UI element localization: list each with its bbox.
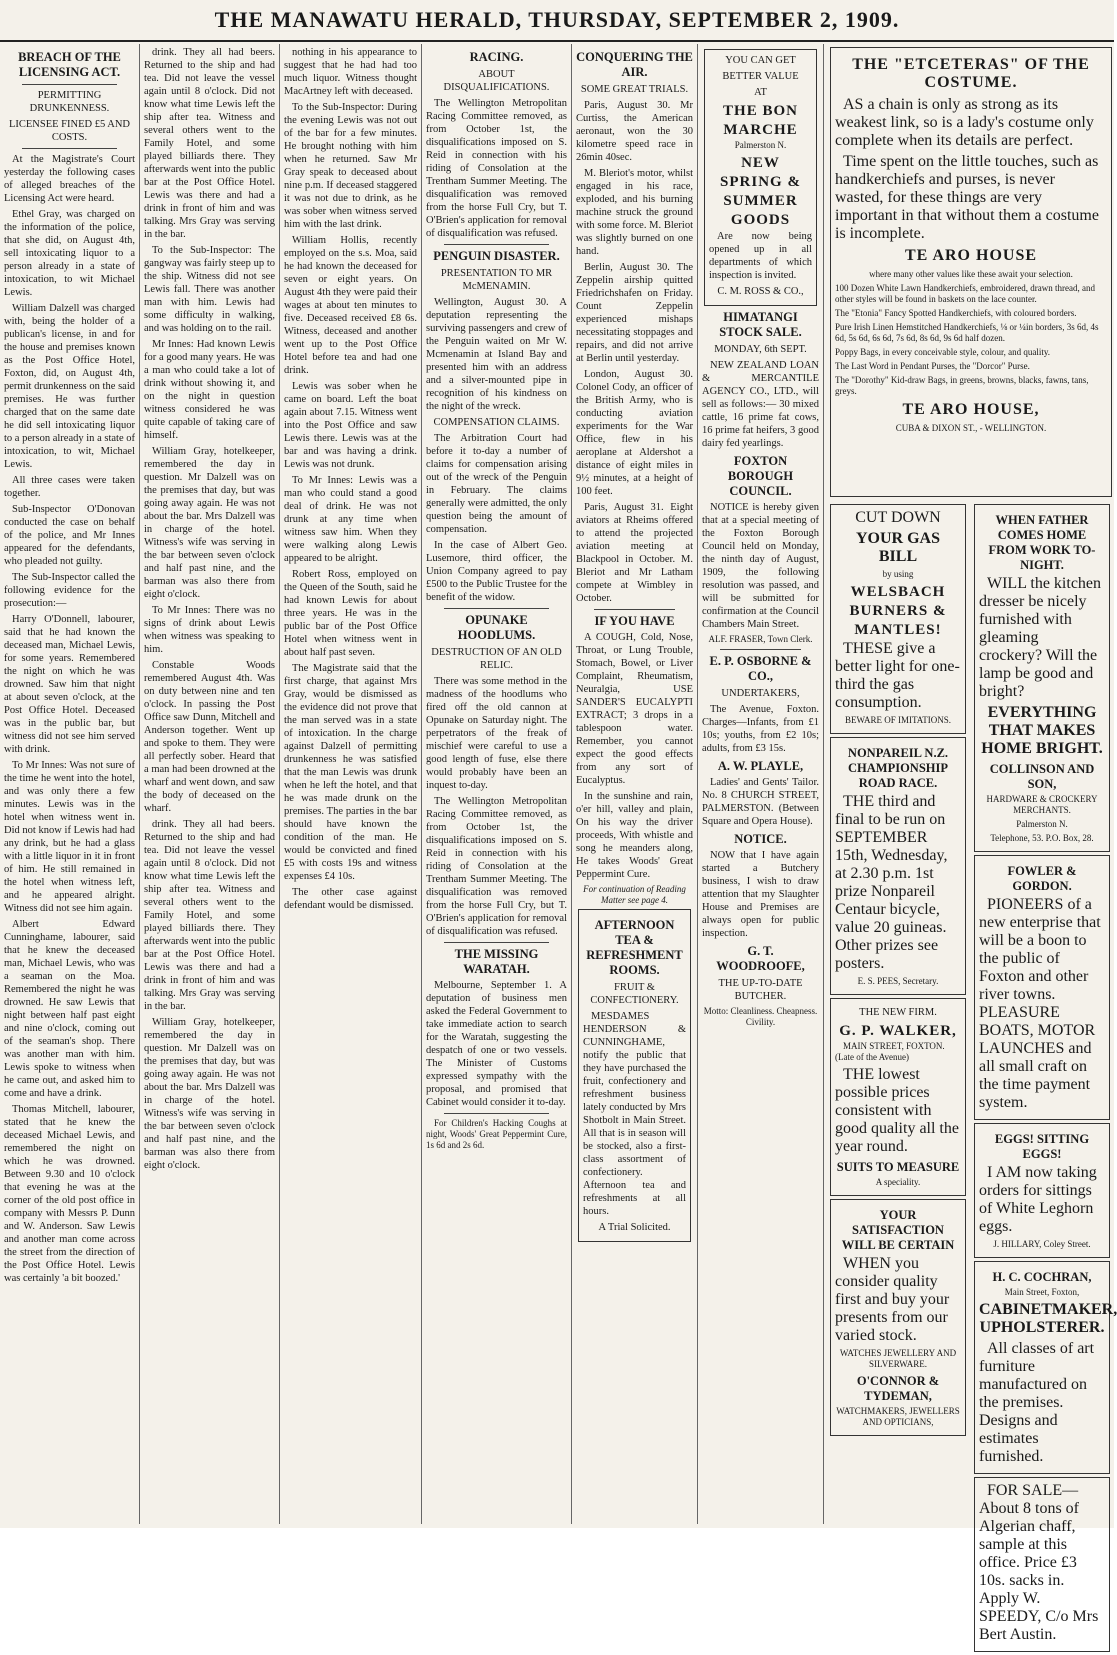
subhead-fine: LICENSEE FINED £5 AND COSTS. [8,119,131,143]
advert-paragraph: Are now being opened up in all departments of which inspection is invited. [709,231,812,281]
advert-paragraph: THESE give a better light for one-third the gas consumption. [835,640,960,711]
article-paragraph: The Magistrate said that the first charge, that against Mrs Gray, would be dismissed as the evidence did not prove that the man served was in a state of intoxication. In the charge against Dalzell of permitting drunkenness he was satisfied that the man Lewis was drunk when he left the hotel, and that he was made drunk on the premises. The parties in the bar should have known the condition of the man. He would be convicted and fined £5 with costs 19s and witness expenses £4 10s. [284,663,417,882]
article-paragraph: Harry O'Donnell, labourer, said that he had known the deceased man, Michael Lewis, for some years. Remembered the night on which he was drowned. Saw him that night at about seven o'clock, at the Post Office Hotel. Deceased was in the public bar, but witness did not see him served with drink. [4,614,135,755]
advert-paragraph: PIONEERS of a new enterprise that will be a boon to the public of Foxton and other river towns. PLEASURE BOATS, MOTOR LAUNCHES and all small craft on the time payment system. [979,896,1101,1111]
masthead [0,0,1114,42]
advert-col-right [972,501,1117,1655]
playle-head: A. W. PLAYLE, [717,759,804,773]
article-paragraph: Mr Innes: Had known Lewis for a good many years. He was a man who could take a lot of drink without showing it, and on the night in question witness considered he was quite capable of taking care of himself. [144,339,275,441]
etceteras-item: Poppy Bags, in every conceivable style, colour, and quality. [835,347,1051,357]
race-sign: E. S. PEES, Secretary. [857,976,939,986]
etceteras-item: Pure Irish Linen Hemstitched Handkerchiefs, ⅛ or ¼in borders, 3s 6d, 4s 6d, 5s 6d, 6s 6d, 7s 6d, 8s 6d, 9s 6d half dozen. [835,322,1099,343]
osborne-sub: UNDERTAKERS, [721,688,800,699]
article-paragraph: Sub-Inspector O'Donovan conducted the case on behalf of the police, and Mr Innes appeared for the defendants, who pleaded not guilty. [4,504,135,567]
article-paragraph: William Gray, hotelkeeper, remembered the day in question. Mr Dalzell was on the premises that day, but was going away again. He was not about the bar. Mrs Dalzell was in charge of the hotel. Witness's wife was serving in the bar between seven o'clock and half past nine, and the barman was also there from eight o'clock. [144,446,275,600]
te-aro-house: TE ARO HOUSE [904,247,1038,264]
advert-line: CUT DOWN [855,509,941,526]
etceteras-item: The Last Word in Pendant Purses, the "Dorcor" Purse. [835,361,1030,371]
eggs-head: EGGS! SITTING EGGS! [994,1132,1090,1161]
etceteras-advert [830,47,1112,497]
osborne-head: E. P. OSBORNE & CO., [709,654,812,683]
advert-paragraph: A COUGH, Cold, Nose, Throat, or Lung Trouble, Stomach, Bowel, or Liver Complaint, Rheumatism, Neuralgia, USE SANDER'S EUCALYPTI EXTRACT; 3 drops in a tablespoon water. Remember, you cannot expect the good effects from any sort of Eucalyptus. [576,632,693,786]
article-paragraph: Ethel Gray, was charged on the information of the police, that she did, on August 4th, sell intoxicating liquor to a person already in a state of intoxication, to wit Michael Lewis. [4,209,135,298]
advert-paragraph: AS a chain is only as strong as its weakest link, so is a lady's costume only complete when its details are perfect. [835,96,1094,149]
subhead-drunkenness: PERMITTING DRUNKENNESS. [29,90,110,114]
cochran-name: H. C. COCHRAN, [992,1270,1092,1284]
collinson-name: COLLINSON AND SON, [989,762,1095,791]
article-paragraph: The other case against defendant would be dismissed. [284,887,417,911]
advert-line: CUBA & DIXON ST., - WELLINGTON. [895,423,1047,433]
divider [444,942,549,943]
article-paragraph: Albert Edward Cunninghame, labourer, said that he knew the deceased man, Michael Lewis, who was a seaman on the Moa. Remembered the night he was drowned. He saw Lewis that night between half past eight and nine o'clock, coming out of the seaman's shop. There was another man with him. Lewis spoke to witness when he came out, and asked him to come and have a drink. [4,919,135,1099]
article-paragraph: All three cases were taken together. [4,475,135,499]
welsbach-brand: WELSBACH BURNERS & MANTLES! [849,584,947,638]
masthead-title: THE MANAWATU HERALD, THURSDAY, SEPTEMBER 2, 1909. [214,7,900,32]
advert-line: A speciality. [875,1177,921,1187]
advert-line: AT [754,87,767,98]
motto: Motto: Cleanliness. Cheapness. Civility. [703,1006,818,1027]
advert-line: Palmerston N. [1016,819,1068,829]
tea-rooms-sub: FRUIT & CONFECTIONERY. [590,982,679,1006]
etceteras-item: 100 Dozen White Lawn Handkerchiefs, embroidered, drawn thread, and other styles will be found in baskets on the lace counter. [835,283,1095,304]
tea-rooms-advert [578,909,691,1242]
advert-line: WATCHMAKERS, JEWELLERS AND OPTICIANS, [836,1406,960,1427]
council-sign: ALF. FRASER, Town Clerk. [708,634,813,644]
advert-line: Palmerston N. [734,140,787,150]
article-paragraph: Berlin, August 30. The Zeppelin airship quitted Friedrichshafen on Friday. Count Zeppelin experienced mishaps necessitating stoppages and repairs, and did not arrive at Berlin until yesterday. [576,262,693,364]
divider [720,649,801,650]
advert-paragraph: WHEN you consider quality first and buy your presents from our varied stock. [835,1255,950,1344]
advert-line: YOU CAN GET [725,55,796,66]
fowler-advert [974,855,1110,1120]
article-paragraph: Paris, August 31. Eight aviators at Rheims offered to attend the projected aviation meeting at Blackpool in October. M. Bleriot and Mr Latham compete at Wimbley in October. [576,502,693,604]
advert-paragraph: Time spent on the little touches, such as handkerchiefs and purses, is never wasted, for these things are very important in that without them a costume is incomplete. [835,153,1099,242]
headline-licensing: BREACH OF THE LICENSING ACT. [18,50,121,79]
subhead-disqualifications: ABOUT DISQUALIFICATIONS. [443,69,550,93]
advert-paragraph: NOW that I have again started a Butchery business, I wish to draw attention that my Slaughter House and Premises are always open for public inspection. [702,850,819,939]
tea-rooms-title: AFTERNOON TEA & REFRESHMENT ROOMS. [586,918,683,977]
spring-goods: NEW SPRING & SUMMER GOODS [720,155,801,228]
divider [594,609,675,610]
divider [22,84,117,85]
advert-line: J. HILLARY, Coley Street. [993,1239,1091,1249]
bon-marche-advert [704,49,817,306]
continuation-note: For continuation of Reading Matter see page 4. [583,884,686,905]
article-paragraph: To the Sub-Inspector: During the evening Lewis was not out of the bar for a few minutes. He brought nothing with him when he returned. Saw Mr Gray speak to deceased about nine p.m. If deceased staggered it was not due to drink, as he was sober when witness served him with the last drink. [284,102,417,230]
advert-line: WATCHES JEWELLERY AND SILVERWARE. [839,1348,957,1369]
divider [444,244,549,245]
subhead-relic: DESTRUCTION OF AN OLD RELIC. [431,647,562,671]
column-6 [698,44,824,1524]
article-paragraph: William Dalzell was charged with, being the holder of a publican's license, in and for the house and premises known as the Post Office Hotel, Foxton, did, on August 4th, permit drunkenness on the said premises. He was further charged that on the same date he did sell intoxicating liquor to a person already in a state of intoxication, to wit, Michael Lewis. [4,303,135,470]
father-head: WHEN FATHER COMES HOME FROM WORK TO-NIGHT. [988,513,1096,572]
satisfaction-advert [830,1199,966,1436]
article-paragraph: The Wellington Metropolitan Racing Committee removed, as from October 1st, the disqualifications imposed on S. Reid in connection with his riding of Consolation at the Trentham Summer Meeting. The disqualification was removed from the horse Full Cry, but T. O'Brien's application for removal of disqualification was refused. [426,796,567,937]
subhead-compensation: COMPENSATION CLAIMS. [433,417,560,428]
advert-line: BEWARE OF IMITATIONS. [844,715,952,725]
advert-columns [828,44,1117,1643]
gas-advert [830,504,966,734]
advert-line: HARDWARE & CROCKERY MERCHANTS. [986,794,1098,815]
firm-head: THE NEW FIRM. [859,1007,937,1018]
column-4 [422,44,572,1524]
subhead-trials: SOME GREAT TRIALS. [580,84,689,95]
headline-air: CONQUERING THE AIR. [576,50,693,79]
headline-racing: RACING. [469,50,524,64]
article-paragraph: Melbourne, September 1. A deputation of business men asked the Federal Government to take immediate action to search for the Waratah, suggesting the despatch of one or two vessels. The Minister of Customs expressed sympathy with the proposal, and promised that Cabinet would consider it to-day. [426,980,567,1108]
article-paragraph: To Mr Innes: Lewis was a man who could stand a good deal of drink. He was not drunk at any time when witness saw him. When they were walking along Lewis appeared to be alright. [284,475,417,564]
advert-paragraph: All classes of art furniture manufactured on the premises. Designs and estimates furnished. [979,1340,1095,1465]
article-paragraph: At the Magistrate's Court yesterday the following cases of alleged breaches of the Licensing Act were heard. [4,154,135,204]
advert-paragraph: The Avenue, Foxton. Charges—Infants, from £1 10s; youths, from £2 10s; adults, from £3 15s. [702,704,819,754]
advert-footer: A Trial Solicited. [598,1222,671,1233]
headline-cough: IF YOU HAVE [594,614,675,628]
advert-line: where many other values like these await your selection. [869,269,1073,279]
suits-head: SUITS TO MEASURE [836,1160,960,1174]
advert-line: BETTER VALUE [722,71,799,82]
article-paragraph: Paris, August 30. Mr Curtiss, the American aeronaut, won the 30 kilometre speed race in 26min 40sec. [576,100,693,163]
etceteras-item: The "Etonia" Fancy Spotted Handkerchiefs, with coloured borders. [835,308,1077,318]
te-aro-house-footer: TE ARO HOUSE, [902,401,1040,418]
headline-waratah: THE MISSING WARATAH. [454,947,539,976]
advert-paragraph: MESDAMES HENDERSON & CUNNINGHAME, notify the public that they have purchased the fruit, confectionery and refreshment business lately conducted by Mrs Shotbolt in Main Street. All that is in season will be stocked, also a first-class assortment of confectionery. Afternoon tea and refreshments at all hours. [583,1011,686,1217]
article-paragraph: The Sub-Inspector called the following evidence for the prosecution:— [4,572,135,609]
advert-col-left [828,501,968,1655]
satisfaction-head: YOUR SATISFACTION WILL BE CERTAIN [841,1208,955,1252]
article-paragraph: London, August 30. Colonel Cody, an officer of the British Army, who is conducting aviation experiments for the War Office, flew in his aeroplane at Aldershot a distance of eight miles in 9½ minutes, at a height of 100 feet. [576,369,693,497]
advert-paragraph: THE lowest possible prices consistent with good quality all the year round. [835,1066,959,1155]
advert-line: Telephone, 53. P.O. Box, 28. [990,833,1094,843]
article-paragraph: drink. They all had beers. Returned to the ship and had tea. Did not leave the vessel again until 8 o'clock. Did not know what time Lewis left the ship after tea. Witness and several others went to the Family Hotel, and some played billiards there. They afterwards went into the public bar at the Post Office Hotel. Lewis was there and had a drink in front of him and was talking. Mrs Gray was serving in the bar. [144,819,275,1012]
advert-paragraph: NOTICE is hereby given that at a special meeting of the Foxton Borough Council held on Monday, the ninth day of August, 1909, the following resolution was passed, and will be submitted for confirmation at the Council Chambers Main Street. [702,502,819,630]
stock-sale-head: HIMATANGI STOCK SALE. [719,310,802,339]
article-paragraph: William Hollis, recently employed on the s.s. Moa, said he had known the deceased for seven or eight years. On August 4th they were paid their wages at about ten minutes to five. Deceased received £8 6s. Witness, deceased and another went up to the Post Office Hotel before tea and had one drink. [284,235,417,376]
article-paragraph: Robert Ross, employed on the Queen of the South, said he had known Lewis for about three years. He was in the public bar of the Post Office Hotel when witness went in about half past seven. [284,569,417,658]
advert-paragraph: Ladies' and Gents' Tailor. No. 8 CHURCH STREET, PALMERSTON. (Between Square and Opera House). [702,777,819,827]
article-paragraph: Constable Woods remembered August 4th. Was on duty between nine and ten o'clock. In passing the Post Office saw Dunn, Mitchell and Anderson together. Went up and spoke to them. They were all perfectly sober. Heard that a man had been drowned at the wharf and went down, and saw the body of deceased on the wharf. [144,660,275,814]
article-paragraph: nothing in his appearance to suggest that he had had too much liquor. Witness thought MacArtney left with deceased. [284,47,417,97]
butcher-name: G. T. WOODROOFE, [716,944,805,973]
bon-marche-name: THE BON MARCHE [723,103,798,138]
council-head: FOXTON BOROUGH COUNCIL. [727,454,794,498]
advert-paragraph: THE third and final to be run on SEPTEMBER 15th, Wednesday, at 2.30 p.m. 1st prize Nonpareil Centaur bicycle, value 20 guineas. Other prizes see posters. [835,793,948,972]
column-2 [140,44,280,1524]
eggs-advert [974,1123,1110,1258]
etceteras-list [835,283,1107,397]
divider [444,1113,549,1114]
advert-line: CABINETMAKER, UPHOLSTERER. [979,1301,1117,1336]
cochran-advert [974,1261,1117,1474]
column-5 [572,44,698,1524]
advert-line: MAIN STREET, FOXTON. (Late of the Avenue) [835,1041,945,1062]
headline-penguin: PENGUIN DISASTER. [433,249,560,263]
article-paragraph: Lewis was sober when he came on board. Left the boat again about 7.15. Witness went into the Post Office and saw Lewis there. Lewis was at the bar and was having a drink. Lewis was not drunk. [284,381,417,470]
advert-paragraph: WILL the kitchen dresser be nicely furnished with gleaming crockery? Will the lamp be good and bright? [979,575,1102,700]
divider [444,608,549,609]
headline-opunake: OPUNAKE HOODLUMS. [457,613,536,642]
etceteras-title: THE "ETCETERAS" OF THE COSTUME. [852,56,1090,91]
advert-line: C. M. ROSS & CO., [717,286,804,297]
butcher-sub: THE UP-TO-DATE BUTCHER. [718,978,803,1002]
subhead-presentation: PRESENTATION TO MR McMENAMIN. [440,268,553,292]
oconnor-name: O'CONNOR & TYDEMAN, [856,1374,940,1403]
article-paragraph: William Gray, hotelkeeper, remembered the day in question. Mr Dalzell was on the premises that day, but was going away again. He was not about the bar. Mrs Dalzell was in charge of the hotel. Witness's wife was serving in the bar between seven o'clock and half past nine, and the barman was also there from eight o'clock. [144,1017,275,1171]
advert-line: EVERYTHING THAT MAKES HOME BRIGHT. [981,704,1103,757]
race-advert [830,737,966,995]
notice-head: NOTICE. [734,832,787,846]
footer-advert: For Children's Hacking Coughs at night, Woods' Great Peppermint Cure, 1s 6d and 2s 6d. [426,1118,567,1150]
article-paragraph: Wellington, August 30. A deputation representing the surviving passengers and crew of the Penguin waited on Mr W. Mcmenamin at Island Bay and presented him with an address and a silver-mounted pipe in recognition of his kindness on the night of the wreck. [426,297,567,412]
fowler-head: FOWLER & GORDON. [1007,864,1077,893]
article-paragraph: To Mr Innes: There was no signs of drink about Lewis when witness was speaking to him. [144,605,275,655]
article-paragraph: In the case of Albert Geo. Lusemore, third officer, the Union Company agreed to pay £500 to the Public Trustee for the benefit of the widow. [426,540,567,603]
walker-name: G. P. WALKER, [839,1023,957,1039]
advert-paragraph: I AM now taking orders for sittings of White Leghorn eggs. [979,1164,1097,1235]
father-advert [974,504,1110,852]
advert-paragraph: FOR SALE—About 8 tons of Algerian chaff, sample at this office. Price £3 10s. sacks in. Apply W. SPEEDY, C/o Mrs Bert Austin. [979,1482,1099,1643]
column-3 [280,44,422,1524]
race-head: NONPAREIL N.Z. CHAMPIONSHIP ROAD RACE. [847,746,949,790]
article-paragraph: The Arbitration Court had before it to-day a number of claims for compensation arising out of the wreck of the Penguin in February. The claims generally were admitted, the only question being the amount of compensation. [426,433,567,535]
advert-paragraph: In the sunshine and rain, o'er hill, valley and plain, On his way the driver proceeds, With whistle and song he meanders along, He takes Woods' Great Peppermint Cure. [576,791,693,880]
article-paragraph: drink. They all had beers. Returned to the ship and had tea. Did not leave the vessel again until 8 o'clock. Did not know what time Lewis left the ship after tea. Witness and several others went to the Family Hotel, and some played billiards there. They afterwards went into the public bar at the Post Office Hotel. Lewis was there and had a drink in front of him and was talking. Mrs Gray was serving in the bar. [144,47,275,240]
article-paragraph: M. Bleriot's motor, whilst engaged in his race, exploded, and his burning machine struck the ground with some force. M. Bleriot was slightly burned on one hand. [576,168,693,257]
walker-advert [830,998,966,1196]
article-paragraph: To the Sub-Inspector: The gangway was fairly steep up to the ship. Witness did not see Lewis fall. There was another man with him. Lewis had some difficulty in walking, and was holding on to the rail. [144,245,275,334]
etceteras-item: The "Dorothy" Kid-draw Bags, in greens, browns, blacks, fawns, tans, greys. [835,375,1089,396]
forsale-advert [974,1477,1110,1652]
advert-line: YOUR GAS BILL [855,530,940,565]
advert-line: Main Street, Foxton, [1004,1287,1080,1297]
stock-sale-date: MONDAY, 6th SEPT. [714,344,807,355]
advert-line: by using [882,569,914,579]
advert-paragraph: NEW ZEALAND LOAN & MERCANTILE AGENCY CO., LTD., will sell as follows:— 30 mixed cattle, 16 prime fat cows, 16 prime fat heifers, 3 good dairy fed yearlings. [702,360,819,449]
article-paragraph: Thomas Mitchell, labourer, stated that he knew the deceased Michael Lewis, and remembered the night on which he was drowned. Between 9.30 and 10 o'clock that evening he was at the corner of the old post office in company with Messrs P. Dunn and W. Anderson. Saw Lewis and another man come across the street from the direction of the Post Office Hotel. Lewis was certainly 'a bit boozed.' [4,1104,135,1284]
article-paragraph: There was some method in the madness of the hoodlums who fired off the old cannon at Opunake on Saturday night. The perpetrators of the freak of mischief were careful to use a good length of fuse, else there would probably have been an inquest to-day. [426,676,567,791]
article-paragraph: To Mr Innes: Was not sure of the time he went into the hotel, and was only there a few minutes. Lewis was in the hotel when witness went in. Did not know if Lewis had had any drink, but he had a glass with a little liquor in it in front of him. He still remained in the hotel when witness left, and he appeared alright. Witness did not see him again. [4,760,135,914]
advert-row [828,501,1117,1655]
article-paragraph: The Wellington Metropolitan Racing Committee removed, as from October 1st, the disqualifications imposed on S. Reid in connection with his riding of Consolation at the Trentham Summer Meeting. The disqualification was removed from the horse Full Cry, but T. O'Brien's application for removal of disqualification was refused. [426,98,567,239]
divider [22,148,117,149]
column-1 [0,44,140,1524]
